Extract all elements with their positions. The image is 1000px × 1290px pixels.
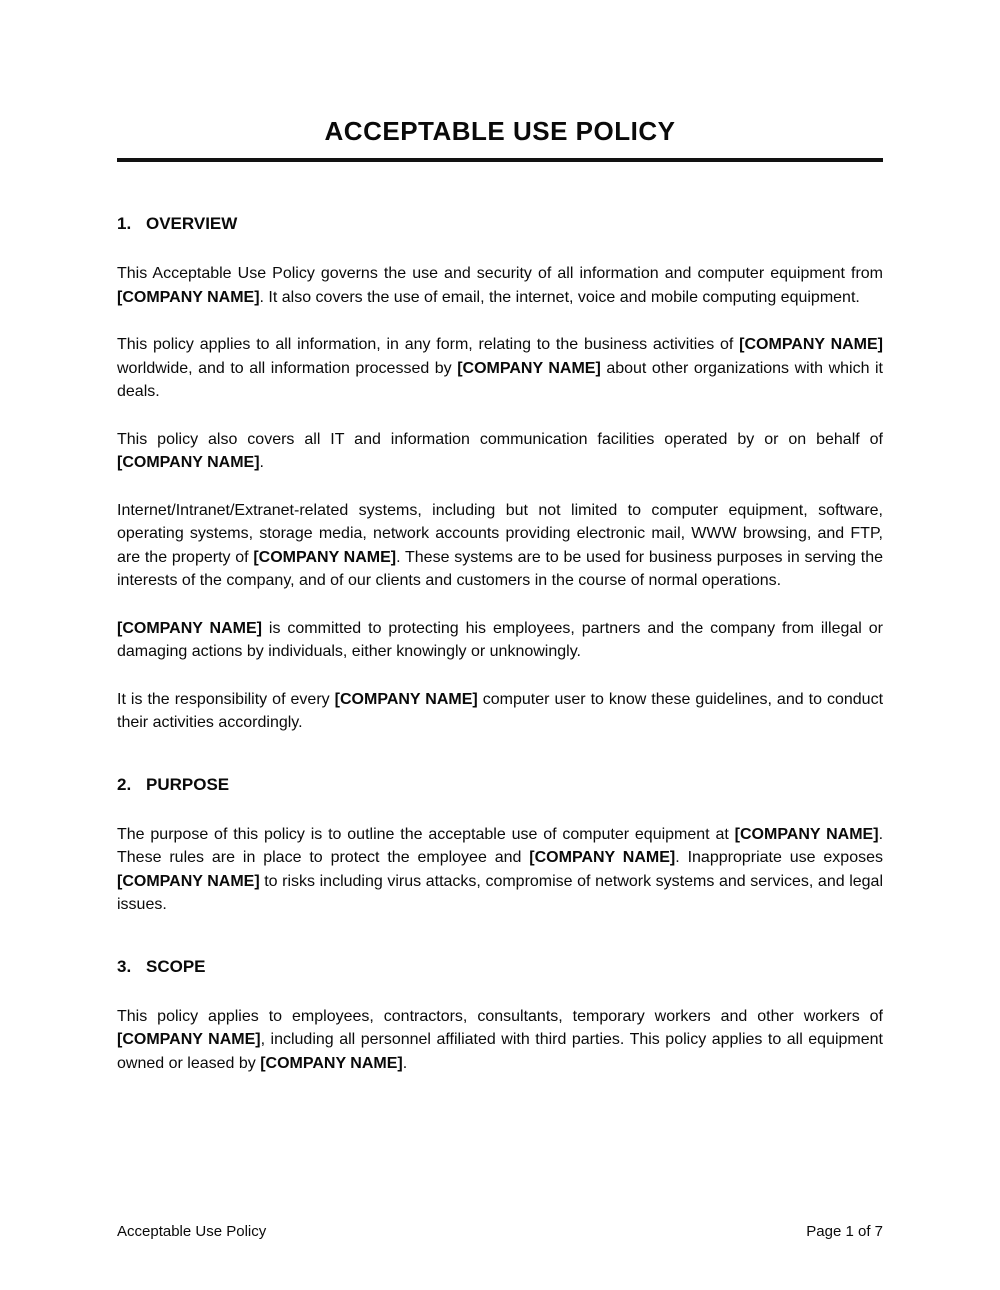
text-run: . These rules are in place to protect the employee and (117, 825, 884, 866)
document-footer (117, 1222, 883, 1242)
company-name-placeholder: [COMPANY NAME] (253, 548, 397, 566)
text-run: . (259, 454, 264, 471)
section-scope (117, 957, 883, 1076)
title-rule (117, 158, 883, 162)
text-run: . It also covers the use of email, the internet, voice and mobile computing equipment. (259, 288, 860, 306)
company-name-placeholder: [COMPANY NAME] (117, 619, 262, 637)
text-run: is committed to protecting his employees, partners and the company from illegal or damaging actions by individuals, either knowingly or unknowingly. (117, 619, 884, 660)
section-number: 2. (117, 774, 132, 794)
company-name-placeholder: [COMPANY NAME] (739, 336, 884, 353)
text-run: to risks including virus attacks, compromise of network systems and services, and legal issues. (117, 872, 884, 913)
paragraph (117, 262, 883, 309)
paragraph (117, 617, 883, 664)
text-run: This policy applies to employees, contractors, consultants, temporary workers and other workers of (117, 1007, 883, 1025)
company-name-placeholder: [COMPANY NAME] (260, 1054, 403, 1072)
paragraph (117, 333, 883, 404)
paragraph (117, 428, 883, 475)
text-run: This policy also covers all IT and information communication facilities operated by or on behalf of (117, 430, 883, 448)
section-heading-label: PURPOSE (146, 774, 230, 794)
section-number: 3. (117, 956, 132, 976)
footer-page-number: Page 1 of 7 (806, 1223, 883, 1240)
section-number: 1. (117, 214, 132, 233)
section-purpose (117, 775, 883, 917)
paragraph (117, 688, 883, 735)
section-heading-label: OVERVIEW (146, 214, 238, 233)
company-name-placeholder: [COMPANY NAME] (117, 872, 260, 890)
company-name-placeholder: [COMPANY NAME] (117, 288, 260, 306)
company-name-placeholder: [COMPANY NAME] (117, 1031, 261, 1048)
text-run: Internet/Intranet/Extranet-related systems, including but not limited to computer equipment, software, operating systems, storage media, network accounts providing electronic mail, WWW browsing, and FTP, are the property of (117, 501, 883, 566)
text-run: This Acceptable Use Policy governs the use and security of all information and computer equipment from (117, 265, 883, 282)
section-heading (117, 957, 883, 977)
paragraph (117, 1005, 883, 1076)
text-run: . Inappropriate use exposes (675, 849, 883, 866)
text-run: , including all personnel affiliated with third parties. This policy applies to all equipment owned or leased by (117, 1031, 884, 1072)
paragraph (117, 499, 883, 593)
company-name-placeholder: [COMPANY NAME] (457, 359, 601, 377)
text-run: . (402, 1054, 408, 1072)
text-run: about other organizations with which it deals. (117, 359, 883, 400)
footer-document-name: Acceptable Use Policy (117, 1223, 267, 1240)
section-heading-label: SCOPE (146, 956, 206, 976)
document-body (117, 214, 883, 1075)
text-run: computer user to know these guidelines, and to conduct their activities accordingly. (117, 690, 884, 731)
company-name-placeholder: [COMPANY NAME] (334, 690, 478, 708)
section-heading (117, 775, 883, 795)
paragraph (117, 823, 883, 917)
company-name-placeholder: [COMPANY NAME] (529, 849, 676, 866)
text-run: This policy applies to all information, in any form, relating to the business activities of (117, 336, 740, 353)
text-run: . These systems are to be used for business purposes in serving the interests of the company, and of our clients and customers in the course of normal operations. (117, 548, 883, 589)
text-run: worldwide, and to all information processed by (117, 359, 458, 377)
section-overview (117, 214, 883, 735)
text-run: The purpose of this policy is to outline the acceptable use of computer equipment at (117, 825, 735, 843)
text-run: It is the responsibility of every (117, 690, 335, 708)
document-title: ACCEPTABLE USE POLICY (324, 116, 676, 146)
company-name-placeholder: [COMPANY NAME] (734, 825, 879, 843)
section-heading (117, 214, 883, 234)
company-name-placeholder: [COMPANY NAME] (117, 454, 260, 471)
